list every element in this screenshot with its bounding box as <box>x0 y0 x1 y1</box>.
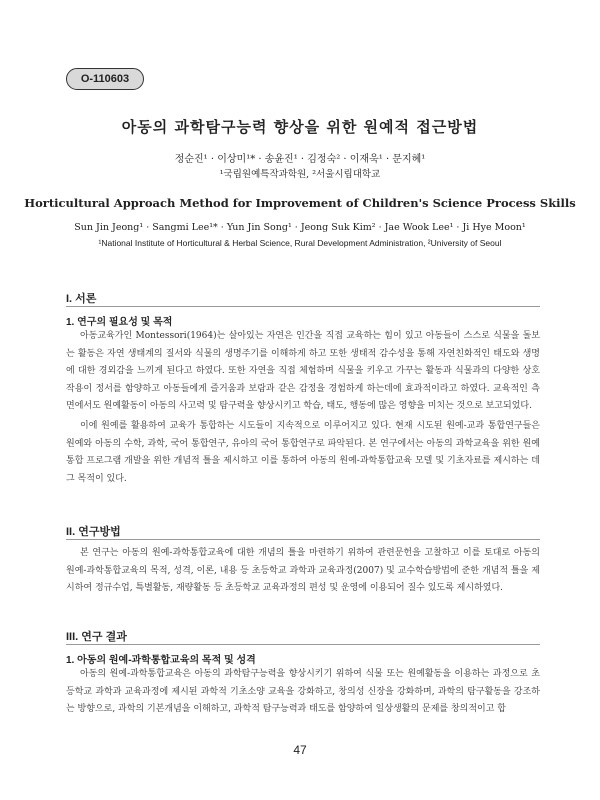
paragraph-intro-1: 아동교육가인 Montessori(1964)는 살아있는 자연은 인간을 직접 교육하는 힘이 있고 아동들이 스스로 식물을 돌보는 활동은 자연 생태계의 질서와 식물의 생명주기를 이해하게 하고 또한 생태적 감수성을 통해 자연친화적인 태도와 생명에 대한 경외감을 느끼게 된다고 하였다. 또한 자연을 직접 체험하며 식물을 키우고 가꾸는 활동과 식물과의 다양한 상호작용이 정서를 함양하고 아동들에게 즐거움과 보람과 같은 감정을 경험하게 하는데에 효과적이라고 하였다. 교육적인 측면에서도 원예활동이 아동의 사고력 및 탐구력을 향상시키고 학습, 태도, 행동에 많은 영향을 미치는 것으로 보고되었다. <box>66 331 540 412</box>
page-number: 47 <box>293 743 307 757</box>
authors-korean: 정순진¹ · 이상미¹* · 송윤진¹ · 김정숙² · 이재욱¹ · 문지혜¹ <box>174 154 426 165</box>
section-divider <box>66 306 540 307</box>
section-heading-results: III. 연구 결과 <box>66 631 127 643</box>
paragraph-results: 아동의 원예-과학통합교육은 아동의 과학탐구능력을 향상시키기 위하여 식물 또는 원예활동을 이용하는 과정으로 초등학교 과학과 교육과정에 제시된 과학적 기초소양 교육을 강화하고, 창의성 신장을 강화하며, 과학의 탐구활동을 강조하는 방향으로, 과학의 기본개념을 이해하고, 과학적 탐구능력과 태도를 함양하여 일상생활의 문제를 창의적이고 합 <box>66 669 540 715</box>
paper-id-badge: O-110603 <box>66 68 144 90</box>
authors-english: Sun Jin Jeong¹ · Sangmi Lee¹* · Yun Jin Song¹ · Jeong Suk Kim² · Jae Wook Lee¹ · Ji Hye Moon¹ <box>74 222 526 233</box>
paper-title-korean: 아동의 과학탐구능력 향상을 위한 원예적 접근방법 <box>121 118 479 136</box>
paper-title-english: Horticultural Approach Method for Improvement of Children's Science Process Skills <box>24 196 576 210</box>
affiliation-english: ¹National Institute of Horticultural & Herbal Science, Rural Development Administration, ²University of Seoul <box>98 238 502 248</box>
subsection-heading-purpose: 1. 연구의 필요성 및 목적 <box>66 317 173 328</box>
section-heading-introduction: I. 서론 <box>66 293 97 305</box>
section-divider <box>66 539 540 540</box>
affiliation-korean: ¹국립원예특작과학원, ²서울시립대학교 <box>219 169 381 180</box>
paragraph-intro-2: 이에 원예를 활용하여 교육가 통합하는 시도들이 지속적으로 이루어지고 있다. 현재 시도된 원예-교과 통합연구들은 원예와 아동의 수학, 과학, 국어 통합연구, 유아의 국어 통합연구로 파악된다. 본 연구에서는 아동의 과학교육을 위한 원예통합 프로그램 개발을 위한 개념적 틀을 제시하고 이를 통하여 아동의 원예-과학통합교육 모델 및 기초자료를 제시하는 데 그 목적이 있다. <box>66 421 540 484</box>
subsection-heading-results-purpose: 1. 아동의 원예-과학통합교육의 목적 및 성격 <box>66 655 256 666</box>
paragraph-methods: 본 연구는 아동의 원예-과학통합교육에 대한 개념의 틀을 마련하기 위하여 관련문헌을 고찰하고 이를 토대로 아동의 원예-과학통합교육의 목적, 성격, 이론, 내용 등 초등학교 과학과 교육과정(2007) 및 교수학습방법에 준한 개념적 틀을 제시하여 정규수업, 특별활동, 재량활동 등 초등학교 교육과정의 편성 및 운영에 이용되어 질수 있도록 제시하였다. <box>66 548 540 594</box>
section-divider <box>66 644 540 645</box>
section-heading-methods: II. 연구방법 <box>66 526 121 538</box>
